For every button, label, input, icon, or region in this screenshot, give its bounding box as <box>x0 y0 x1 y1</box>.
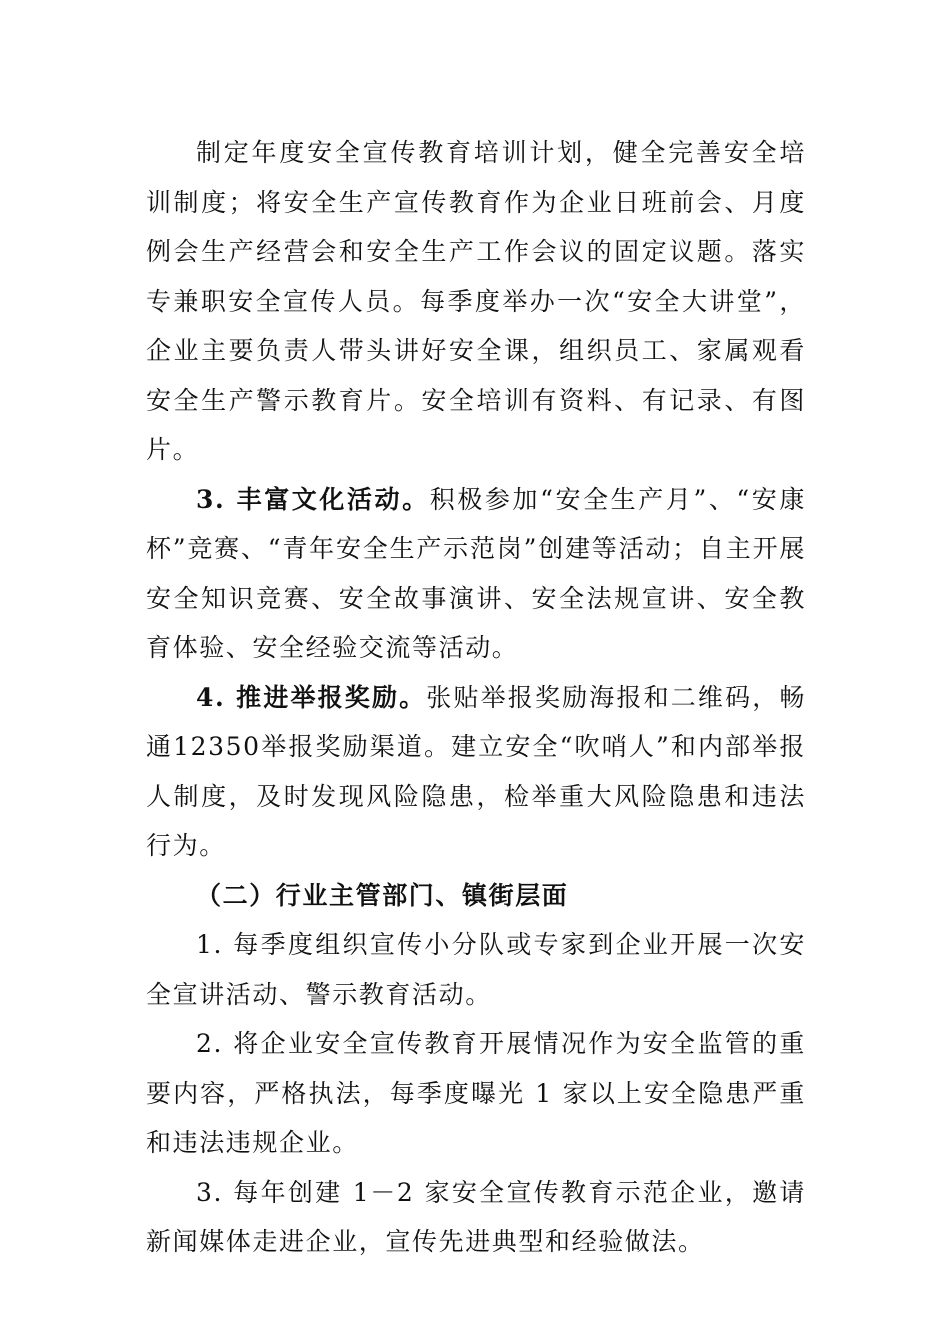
paragraph-culture-activities <box>146 475 806 673</box>
section-heading: （二）行业主管部门、镇街层面 <box>196 880 569 910</box>
paragraph-item-3: 3. 每年创建 1－2 家安全宣传教育示范企业，邀请新闻媒体走进企业，宣传先进典型和经验做法。 <box>146 1177 806 1256</box>
paragraph-item-1: 1. 每季度组织宣传小分队或专家到企业开展一次安全宣讲活动、警示教育活动。 <box>146 930 806 1009</box>
paragraph-report-rewards <box>146 673 806 871</box>
paragraph-item-2: 2. 将企业安全宣传教育开展情况作为安全监管的重要内容，严格执法，每季度曝光 1 家以上安全隐患严重和违法违规企业。 <box>146 1029 806 1157</box>
paragraph-culture-activities-lead: 3. 丰富文化活动。 <box>196 484 430 514</box>
paragraph-culture-activities-body: 积极参加“安全生产月”、“安康杯”竞赛、“青年安全生产示范岗”创建等活动；自主开展安全知识竞赛、安全故事演讲、安全法规宣讲、安全教育体验、安全经验交流等活动。 <box>146 484 806 662</box>
paragraph-training-plan: 制定年度安全宣传教育培训计划，健全完善安全培训制度；将安全生产宣传教育作为企业日班前会、月度例会生产经营会和安全生产工作会议的固定议题。落实专兼职安全宣传人员。每季度举办一次“安全大讲堂”，企业主要负责人带头讲好安全课，组织员工、家属观看安全生产警示教育片。安全培训有资料、有记录、有图片。 <box>146 138 806 464</box>
document-body <box>146 128 806 1267</box>
paragraph-report-rewards-lead: 4. 推进举报奖励。 <box>196 682 427 712</box>
paragraph-report-rewards-body: 张贴举报奖励海报和二维码，畅通12350举报奖励渠道。建立安全“吹哨人”和内部举报人制度，及时发现风险隐患，检举重大风险隐患和违法行为。 <box>146 682 806 860</box>
